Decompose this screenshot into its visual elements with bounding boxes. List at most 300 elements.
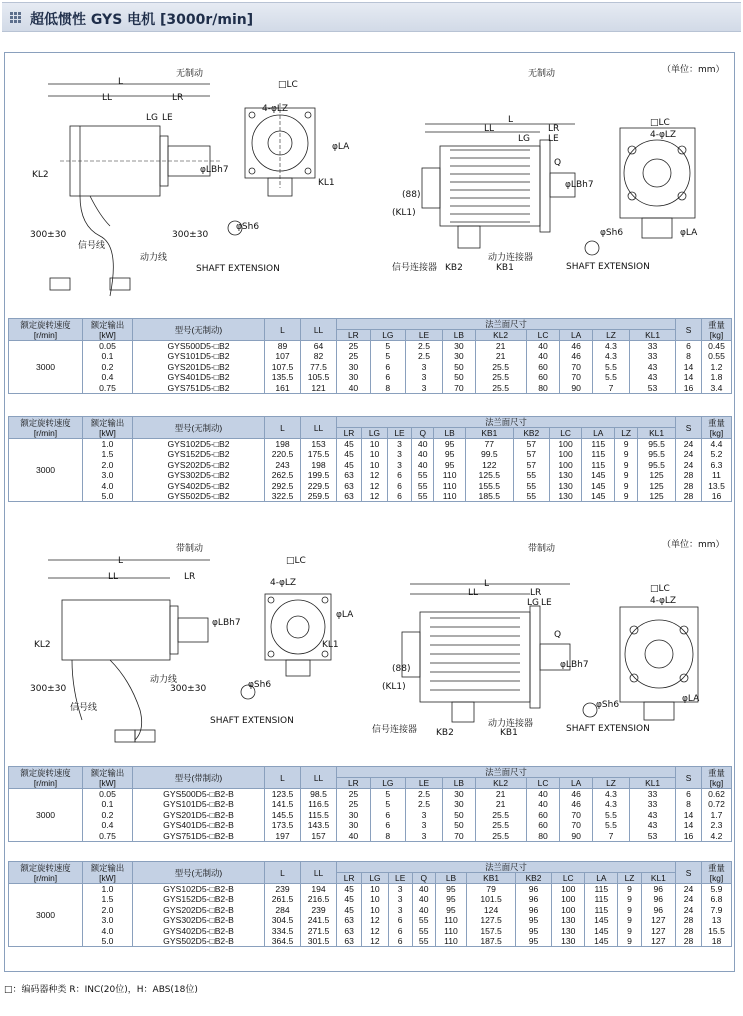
table-cell: 70 [560, 372, 592, 383]
table-cell: 33 [630, 799, 676, 810]
table-cell: 6.3 [702, 460, 732, 471]
dim-KL1: KL1 [318, 178, 335, 188]
table-cell: GYS201D5-□B2-B [133, 810, 265, 821]
header-LR: LR [337, 330, 371, 341]
dim-LR-3: LR [184, 572, 196, 582]
table-cell: 55 [412, 936, 435, 947]
table-cell: 239 [301, 905, 337, 916]
table-cell: 28 [676, 470, 702, 481]
table-cell: 50 [443, 820, 475, 831]
table-cell: 10 [361, 449, 387, 460]
header-LR: LR [337, 428, 362, 439]
table-cell: 25 [337, 351, 371, 362]
table-cell: 5 [370, 789, 405, 800]
table-cell: 63 [337, 491, 362, 502]
table-cell: 145 [585, 936, 618, 947]
table-cell: GYS102D5-□B2-B [133, 884, 265, 895]
table-cell: 63 [337, 926, 362, 937]
dim-LA-2: φLA [680, 228, 698, 238]
page-header [2, 2, 741, 32]
header-LC: LC [549, 428, 582, 439]
table-cell: 6 [387, 481, 411, 492]
table-cell: 50 [443, 810, 475, 821]
table-cell: 30 [337, 820, 371, 831]
header-flange: 法兰面尺寸 [337, 319, 676, 330]
table-cell: 46 [560, 799, 592, 810]
dim-S: φSh6 [236, 222, 260, 232]
table-cell: 0.72 [702, 799, 732, 810]
header-KL1: KL1 [638, 428, 676, 439]
table-cell: 5.5 [592, 820, 629, 831]
dim-KL2: KL2 [32, 170, 49, 180]
table-cell: 55 [411, 491, 434, 502]
table-cell: 1.0 [83, 884, 133, 895]
table-cell: 43 [630, 810, 676, 821]
table-cell: 1.8 [702, 372, 732, 383]
speed-cell: 3000 [9, 439, 83, 502]
table-cell: 3.0 [83, 915, 133, 926]
table-cell: 45 [337, 884, 362, 895]
label-power-connector: 动力连接器 [488, 253, 534, 263]
header-model: 型号(无制动) [133, 417, 265, 439]
table-cell: 63 [337, 481, 362, 492]
table-cell: 40 [526, 789, 560, 800]
table-cell: 25.5 [475, 810, 526, 821]
table-cell: 5.5 [592, 362, 629, 373]
table-cell: 130 [552, 936, 585, 947]
table-cell: 43 [630, 362, 676, 373]
dim-300b-3: 300±30 [170, 684, 207, 694]
table-cell: 0.05 [83, 341, 133, 352]
table-cell: 96 [641, 894, 675, 905]
dim-LZ: 4-φLZ [262, 104, 289, 114]
header-speed: 额定旋转速度 [r/min] [9, 767, 83, 789]
table-cell: 40 [526, 341, 560, 352]
dim-LZ-3: 4-φLZ [270, 578, 297, 588]
table-cell: 125.5 [465, 470, 513, 481]
spec-table-small-no-brake [8, 318, 732, 394]
dim-KL1p-4: (KL1) [382, 682, 406, 692]
table-cell: 6 [370, 820, 405, 831]
dim-88: (88) [402, 190, 421, 200]
label-power-cable-3: 动力线 [150, 675, 178, 685]
table-cell: 46 [560, 789, 592, 800]
dim-KB2-4: KB2 [436, 728, 454, 738]
table-cell: 6 [370, 810, 405, 821]
table-cell: 304.5 [265, 915, 301, 926]
table-cell: 110 [434, 470, 465, 481]
table-cell: 8 [370, 831, 405, 842]
table-cell: 28 [676, 481, 702, 492]
dim-LZ-4: 4-φLZ [650, 596, 677, 606]
table-cell: 9 [615, 470, 638, 481]
table-cell: 40 [412, 894, 435, 905]
header-KL2: KL2 [475, 778, 526, 789]
table-cell: 3 [405, 372, 442, 383]
table-cell: 95 [434, 439, 465, 450]
table-cell: 96 [641, 884, 675, 895]
table-cell: 100 [549, 460, 582, 471]
header-LL: LL [301, 417, 337, 439]
section-label-large-no-brake: 无制动 [528, 69, 556, 79]
header-Q: Q [412, 873, 435, 884]
dim-LC-2: □LC [650, 118, 670, 128]
table-cell: 115 [585, 905, 618, 916]
table-cell: 30 [337, 362, 371, 373]
dim-KL1-3: KL1 [322, 640, 339, 650]
table-cell: 0.4 [83, 820, 133, 831]
header-Q: Q [411, 428, 434, 439]
dim-L: L [118, 77, 124, 87]
table-cell: 40 [411, 439, 434, 450]
header-LB: LB [435, 873, 467, 884]
table-cell: 57 [513, 439, 549, 450]
table-cell: 0.1 [83, 799, 133, 810]
unit-note-2: （单位：mm） [662, 540, 725, 550]
table-row [9, 926, 732, 937]
table-cell: 157.5 [467, 926, 516, 937]
table-cell: 115 [582, 449, 615, 460]
table-cell: 30 [443, 799, 475, 810]
header-LG: LG [370, 778, 405, 789]
label-shaft-4: SHAFT EXTENSION [566, 724, 650, 734]
dim-LB: φLBh7 [200, 165, 229, 175]
table-cell: 28 [676, 926, 702, 937]
table-cell: 100 [552, 884, 585, 895]
header-LZ: LZ [592, 330, 629, 341]
table-cell: 16 [702, 491, 732, 502]
table-cell: 2.0 [83, 460, 133, 471]
dim-300a: 300±30 [30, 230, 67, 240]
table-row [9, 936, 732, 947]
table-cell: 2.0 [83, 905, 133, 916]
table-cell: 1.0 [83, 439, 133, 450]
table-cell: GYS202D5-□B2 [133, 460, 265, 471]
label-shaft: SHAFT EXTENSION [196, 264, 280, 274]
table-cell: 16 [676, 831, 702, 842]
table-cell: 60 [526, 362, 560, 373]
table-cell: 8 [370, 383, 405, 394]
label-shaft-3: SHAFT EXTENSION [210, 716, 294, 726]
table-cell: 40 [337, 383, 371, 394]
section-label-large-brake: 带制动 [528, 544, 556, 554]
header-KL1: KL1 [630, 778, 676, 789]
label-signal-connector: 信号连接器 [392, 263, 438, 273]
table-cell: 40 [412, 884, 435, 895]
table-cell: GYS751D5-□B2-B [133, 831, 265, 842]
header-LC: LC [526, 330, 560, 341]
table-cell: 220.5 [265, 449, 301, 460]
dim-LB-2: φLBh7 [565, 180, 594, 190]
header-S: S [676, 319, 702, 341]
table-cell: 3 [387, 449, 411, 460]
table-cell: 70 [443, 831, 475, 842]
table-cell: 3 [387, 460, 411, 471]
drawing-small-brake [20, 552, 350, 762]
table-cell: GYS102D5-□B2 [133, 439, 265, 450]
table-cell: 25 [337, 789, 371, 800]
table-cell: 4.3 [592, 341, 629, 352]
table-cell: GYS152D5-□B2-B [133, 894, 265, 905]
header-LL: LL [301, 767, 337, 789]
table-cell: 130 [549, 491, 582, 502]
table-cell: 4.2 [702, 831, 732, 842]
dim-LZ-2: 4-φLZ [650, 130, 677, 140]
table-cell: 5.0 [83, 936, 133, 947]
table-cell: GYS302D5-□B2 [133, 470, 265, 481]
dim-LC-3: □LC [286, 556, 306, 566]
table-cell: 12 [361, 470, 387, 481]
table-cell: GYS502D5-□B2 [133, 491, 265, 502]
table-cell: 25 [337, 341, 371, 352]
table-row [9, 894, 732, 905]
table-cell: GYS401D5-□B2-B [133, 820, 265, 831]
table-cell: 127 [641, 936, 675, 947]
table-cell: 14 [676, 810, 702, 821]
table-cell: 24 [676, 884, 702, 895]
drawing-large-no-brake [380, 78, 720, 278]
table-cell: 110 [435, 915, 467, 926]
table-cell: 55 [411, 481, 434, 492]
table-cell: 15.5 [702, 926, 732, 937]
header-LE: LE [388, 873, 412, 884]
table-cell: 115 [585, 894, 618, 905]
table-cell: 5.5 [592, 810, 629, 821]
spec-table-small-brake [8, 766, 732, 842]
table-cell: 284 [265, 905, 301, 916]
table-cell: GYS500D5-□B2-B [133, 789, 265, 800]
table-cell: 115 [582, 460, 615, 471]
table-cell: 14 [676, 820, 702, 831]
table-cell: 95 [515, 936, 551, 947]
label-shaft-2: SHAFT EXTENSION [566, 262, 650, 272]
header-speed: 额定旋转速度 [r/min] [9, 417, 83, 439]
speed-cell: 3000 [9, 789, 83, 842]
table-header-row [9, 767, 732, 778]
footnote: □：编码器种类 R：INC(20位)，H：ABS(18位) [4, 985, 198, 995]
header-LC: LC [552, 873, 585, 884]
table-cell: 96 [515, 894, 551, 905]
table-cell: 55 [513, 481, 549, 492]
dim-88-4: (88) [392, 664, 411, 674]
label-power-connector-4: 动力连接器 [488, 719, 534, 729]
header-LL: LL [301, 862, 337, 884]
header-LA: LA [560, 778, 592, 789]
spec-table-large-no-brake [8, 416, 732, 502]
table-cell: 0.55 [702, 351, 732, 362]
table-cell: 40 [411, 460, 434, 471]
table-row [9, 915, 732, 926]
table-cell: 3 [387, 439, 411, 450]
table-cell: 55 [412, 915, 435, 926]
table-header-row [9, 319, 732, 330]
header-weight: 重量 [kg] [702, 767, 732, 789]
header-flange: 法兰面尺寸 [337, 417, 676, 428]
table-cell: 25.5 [475, 820, 526, 831]
section-label-small-no-brake: 无制动 [176, 69, 204, 79]
dim-LC: □LC [278, 80, 298, 90]
table-cell: 0.45 [702, 341, 732, 352]
table-cell: 10 [362, 905, 388, 916]
table-cell: 50 [443, 362, 475, 373]
table-cell: 8 [676, 351, 702, 362]
table-cell: 0.05 [83, 789, 133, 800]
table-row [9, 831, 732, 842]
table-cell: 25.5 [475, 831, 526, 842]
header-LG: LG [361, 428, 387, 439]
table-cell: 9 [618, 894, 641, 905]
header-LR: LR [337, 873, 362, 884]
table-cell: 10 [362, 894, 388, 905]
table-cell: 127 [641, 915, 675, 926]
table-cell: 95 [434, 460, 465, 471]
table-cell: GYS751D5-□B2 [133, 383, 265, 394]
table-cell: 5 [370, 799, 405, 810]
table-cell: 80 [526, 383, 560, 394]
dim-LA: φLA [332, 142, 350, 152]
table-cell: 101.5 [467, 894, 516, 905]
table-cell: 9 [618, 884, 641, 895]
table-cell: 95 [434, 449, 465, 460]
table-row [9, 341, 732, 352]
table-cell: 2.5 [405, 341, 442, 352]
header-KB1: KB1 [465, 428, 513, 439]
table-cell: 5 [370, 341, 405, 352]
table-cell: 110 [435, 936, 467, 947]
header-output: 额定输出 [kW] [83, 319, 133, 341]
table-cell: 259.5 [301, 491, 337, 502]
table-cell: 0.75 [83, 383, 133, 394]
table-row [9, 905, 732, 916]
table-cell: 9 [615, 449, 638, 460]
table-row [9, 810, 732, 821]
dim-LG: LG [146, 113, 158, 123]
header-L: L [265, 417, 301, 439]
table-cell: 63 [337, 470, 362, 481]
table-cell: 110 [434, 491, 465, 502]
table-cell: 6 [676, 341, 702, 352]
table-row [9, 884, 732, 895]
dim-LC-4: □LC [650, 584, 670, 594]
table-cell: 82 [301, 351, 337, 362]
table-cell: 95.5 [638, 449, 676, 460]
header-LA: LA [582, 428, 615, 439]
table-cell: 9 [618, 936, 641, 947]
header-LB: LB [443, 330, 475, 341]
table-cell: 98.5 [301, 789, 337, 800]
header-LC: LC [526, 778, 560, 789]
table-cell: GYS402D5-□B2 [133, 481, 265, 492]
table-cell: 1.5 [83, 449, 133, 460]
table-row [9, 460, 732, 471]
table-cell: 95.5 [638, 460, 676, 471]
table-cell: 3 [388, 905, 412, 916]
dim-KL1p: (KL1) [392, 208, 416, 218]
table-cell: 80 [526, 831, 560, 842]
table-cell: 53 [630, 831, 676, 842]
table-cell: 60 [526, 372, 560, 383]
header-LE: LE [405, 330, 442, 341]
header-model: 型号(无制动) [133, 862, 265, 884]
table-cell: 5 [370, 351, 405, 362]
header-KB1: KB1 [467, 873, 516, 884]
table-cell: 6 [388, 936, 412, 947]
table-cell: 3.0 [83, 470, 133, 481]
table-cell: 16 [676, 383, 702, 394]
table-cell: 301.5 [301, 936, 337, 947]
header-flange: 法兰面尺寸 [337, 862, 676, 873]
dim-KB1-4: KB1 [500, 728, 518, 738]
table-cell: 243 [265, 460, 301, 471]
table-cell: 0.4 [83, 372, 133, 383]
header-KL1: KL1 [641, 873, 675, 884]
table-cell: 4.0 [83, 926, 133, 937]
table-cell: 5.0 [83, 491, 133, 502]
header-S: S [676, 767, 702, 789]
table-cell: 199.5 [301, 470, 337, 481]
table-cell: 95.5 [638, 439, 676, 450]
dim-Q-4: Q [554, 630, 562, 640]
header-model: 型号(带制动) [133, 767, 265, 789]
table-cell: 46 [560, 341, 592, 352]
table-cell: 6 [388, 915, 412, 926]
table-cell: 100 [552, 905, 585, 916]
table-cell: 122 [465, 460, 513, 471]
table-cell: 43 [630, 372, 676, 383]
table-cell: 4.3 [592, 799, 629, 810]
table-cell: 115 [582, 439, 615, 450]
table-cell: 55 [513, 470, 549, 481]
table-cell: 141.5 [265, 799, 301, 810]
table-cell: 90 [560, 831, 592, 842]
table-cell: GYS201D5-□B2 [133, 362, 265, 373]
table-cell: 96 [515, 905, 551, 916]
table-cell: 70 [443, 383, 475, 394]
table-cell: 7 [592, 831, 629, 842]
table-header-row [9, 862, 732, 873]
dim-LE-4: LE [541, 598, 552, 608]
dim-LR-2: LR [548, 124, 560, 134]
dim-LA-4: φLA [682, 694, 700, 704]
table-cell: 229.5 [301, 481, 337, 492]
table-cell: 7.9 [702, 905, 732, 916]
table-cell: 40 [411, 449, 434, 460]
table-cell: 96 [515, 884, 551, 895]
table-cell: 107.5 [265, 362, 301, 373]
table-cell: 100 [549, 439, 582, 450]
table-cell: 24 [676, 449, 702, 460]
table-cell: 198 [265, 439, 301, 450]
dim-S-2: φSh6 [600, 228, 624, 238]
table-cell: 173.5 [265, 820, 301, 831]
table-cell: 6 [387, 491, 411, 502]
table-cell: 145 [585, 915, 618, 926]
header-weight: 重量 [kg] [702, 862, 732, 884]
table-cell: 6.8 [702, 894, 732, 905]
table-cell: 155.5 [465, 481, 513, 492]
table-cell: 145.5 [265, 810, 301, 821]
table-cell: 261.5 [265, 894, 301, 905]
table-cell: 45 [337, 905, 362, 916]
table-cell: 6 [676, 789, 702, 800]
dim-LE-2: LE [548, 134, 559, 144]
table-cell: 8 [676, 799, 702, 810]
table-cell: 123.5 [265, 789, 301, 800]
table-cell: 0.2 [83, 810, 133, 821]
table-cell: 127.5 [467, 915, 516, 926]
table-header-row [9, 417, 732, 428]
table-cell: 125 [638, 491, 676, 502]
